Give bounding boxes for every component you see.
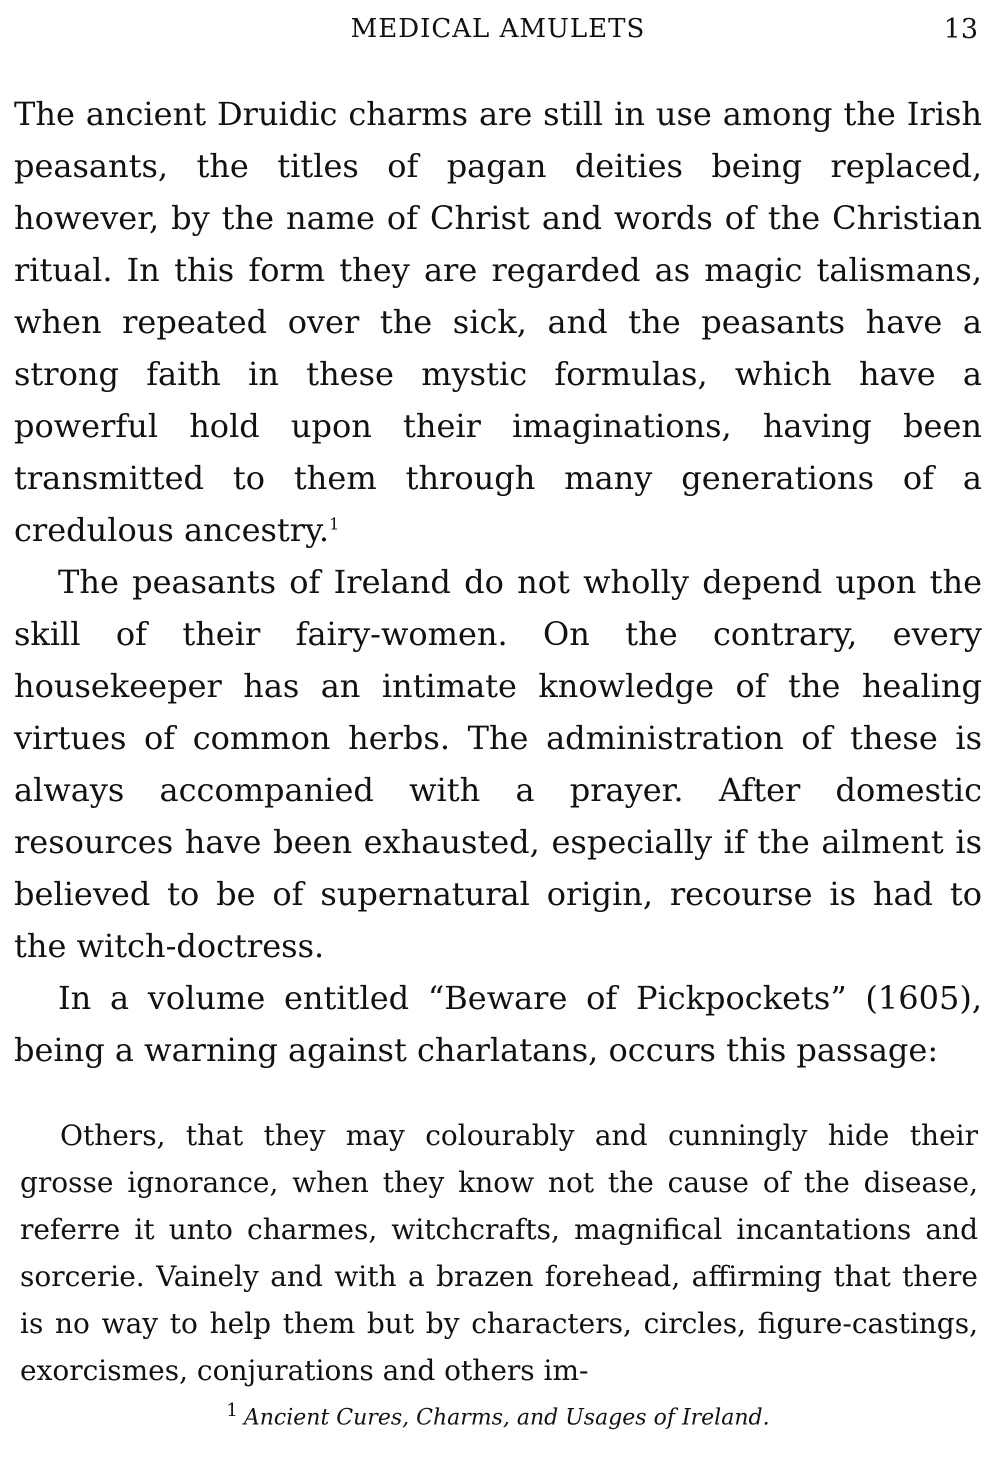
block-quotation: [14, 1112, 982, 1394]
footnote-text: Ancient Cures, Charms, and Usages of Ireland.: [243, 1405, 770, 1431]
footnote-reference: 1: [329, 514, 340, 534]
body-text: [14, 88, 982, 1076]
paragraph-druidic-charms: [14, 88, 982, 556]
footnote: [14, 1400, 982, 1430]
quotation-text: Others, that they may colourably and cunningly hide their grosse ignorance, when they know not the cause of the disease, referre it unto charmes, witchcrafts, magnifical incantations and sorcerie. Vainely and with a brazen forehead, affirming that there is no way to help them but by characters, circles, figure-castings, exorcismes, conjurations and others im-: [20, 1119, 978, 1387]
paragraph-peasants-of-ireland: The peasants of Ireland do not wholly depend upon the skill of their fairy-women. On the contrary, every housekeeper has an intimate knowledge of the healing virtues of common herbs. The administration of these is always accompanied with a prayer. After domestic resources have been exhausted, especially if the ailment is believed to be of supernatural origin, recourse is had to the witch-doctress.: [14, 563, 982, 965]
paragraph-text: The ancient Druidic charms are still in use among the Irish peasants, the titles of pagan deities being replaced, however, by the name of Christ and words of the Christian ritual. In this form they are regarded as magic talismans, when repeated over the sick, and the peasants have a strong faith in these mystic formulas, which have a powerful hold upon their imaginations, having been transmitted to them through many generations of a credulous ancestry.: [14, 95, 982, 549]
footnote-marker: 1: [226, 1400, 238, 1421]
running-head: [14, 14, 982, 46]
paragraph-beware-of-pickpockets: In a volume entitled “Beware of Pickpockets” (1605), being a warning against charlatans, occurs this passage:: [14, 979, 982, 1069]
running-title: MEDICAL AMULETS: [350, 14, 646, 44]
page-number: 13: [943, 14, 978, 45]
